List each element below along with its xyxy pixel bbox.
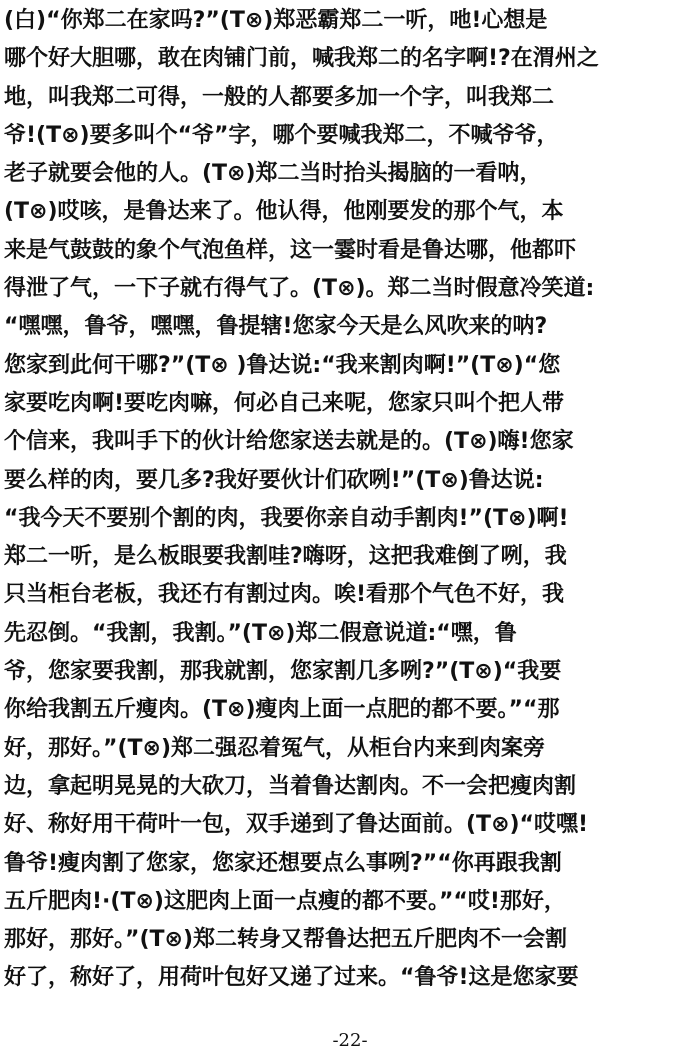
text-line: 五斤肥肉!·(T⊗)这肥肉上面一点瘦的都不要。”“哎!那好， (4, 888, 566, 914)
page-number: -22- (332, 1030, 368, 1051)
text-line: 家要吃肉啊!要吃肉嘛，何必自己来呢，您家只叫个把人带 (4, 390, 565, 416)
text-line: 个信来，我叫手下的伙计给您家送去就是的。(T⊗)嗨!您家 (4, 429, 574, 455)
text-line: (T⊗)哎咳，是鲁达来了。他认得，他刚要发的那个气，本 (4, 199, 564, 225)
text-line: 得泄了气，一下子就冇得气了。(T⊗)。郑二当时假意冷笑道: (4, 276, 595, 302)
text-line: 来是气鼓鼓的象个气泡鱼样，这一霎时看是鲁达哪，他都吓 (4, 237, 577, 263)
text-line: 要么样的肉，要几多?我好要伙计们砍咧!”(T⊗)鲁达说: (4, 467, 544, 493)
text-line: 只当柜台老板，我还冇有割过肉。唉!看那个气色不好，我 (4, 582, 565, 608)
body-text (4, 2, 696, 998)
text-line: “我今天不要别个割的肉，我要你亲自动手割肉!”(T⊗)啊! (4, 505, 569, 531)
text-line: 郑二一听，是么板眼要我割哇?嗨呀，这把我难倒了咧，我 (4, 544, 567, 570)
text-line: 好了，称好了，用荷叶包好又递了过来。“鲁爷!这是您家要 (4, 965, 579, 991)
text-line: 您家到此何干哪?”(T⊗ )鲁达说:“我来割肉啊!”(T⊗)“您 (4, 352, 561, 378)
text-line: 边，拿起明晃晃的大砍刀，当着鲁达割肉。不一会把瘦肉割 (4, 773, 577, 799)
text-line: 好，那好。”(T⊗)郑二强忍着冤气，从柜台内来到肉案旁 (4, 735, 546, 761)
text-line: “嘿嘿，鲁爷，嘿嘿，鲁提辖!您家今天是么风吹来的呐? (4, 314, 548, 340)
text-line: 老子就要会他的人。(T⊗)郑二当时抬头揭脑的一看呐， (4, 161, 542, 187)
text-line: 哪个好大胆哪，敢在肉铺门前，喊我郑二的名字啊!?在渭州之 (4, 46, 599, 72)
text-line: 先忍倒。“我割，我割。”(T⊗)郑二假意说道:“嘿，鲁 (4, 620, 517, 646)
text-line: 鲁爷!瘦肉割了您家，您家还想要点么事咧?”“你再跟我割 (4, 850, 562, 876)
text-line: 那好，那好。”(T⊗)郑二转身又帮鲁达把五斤肥肉不一会割 (4, 927, 568, 953)
text-line: 地，叫我郑二可得，一般的人都要多加一个字，叫我郑二 (4, 84, 555, 110)
text-line: 爷!(T⊗)要多叫个“爷”字，哪个要喊我郑二，不喊爷爷， (4, 122, 559, 148)
text-line: 你给我割五斤瘦肉。(T⊗)瘦肉上面一点肥的都不要。”“那 (4, 697, 560, 723)
text-line: 好、称好用干荷叶一包，双手递到了鲁达面前。(T⊗)“哎嘿! (4, 812, 589, 838)
text-line: 爷，您家要我割，那我就割，您家割几多咧?”(T⊗)“我要 (4, 659, 562, 685)
text-line: (白)“你郑二在家吗?”(T⊗)郑恶霸郑二一听，吔!心想是 (4, 8, 548, 33)
